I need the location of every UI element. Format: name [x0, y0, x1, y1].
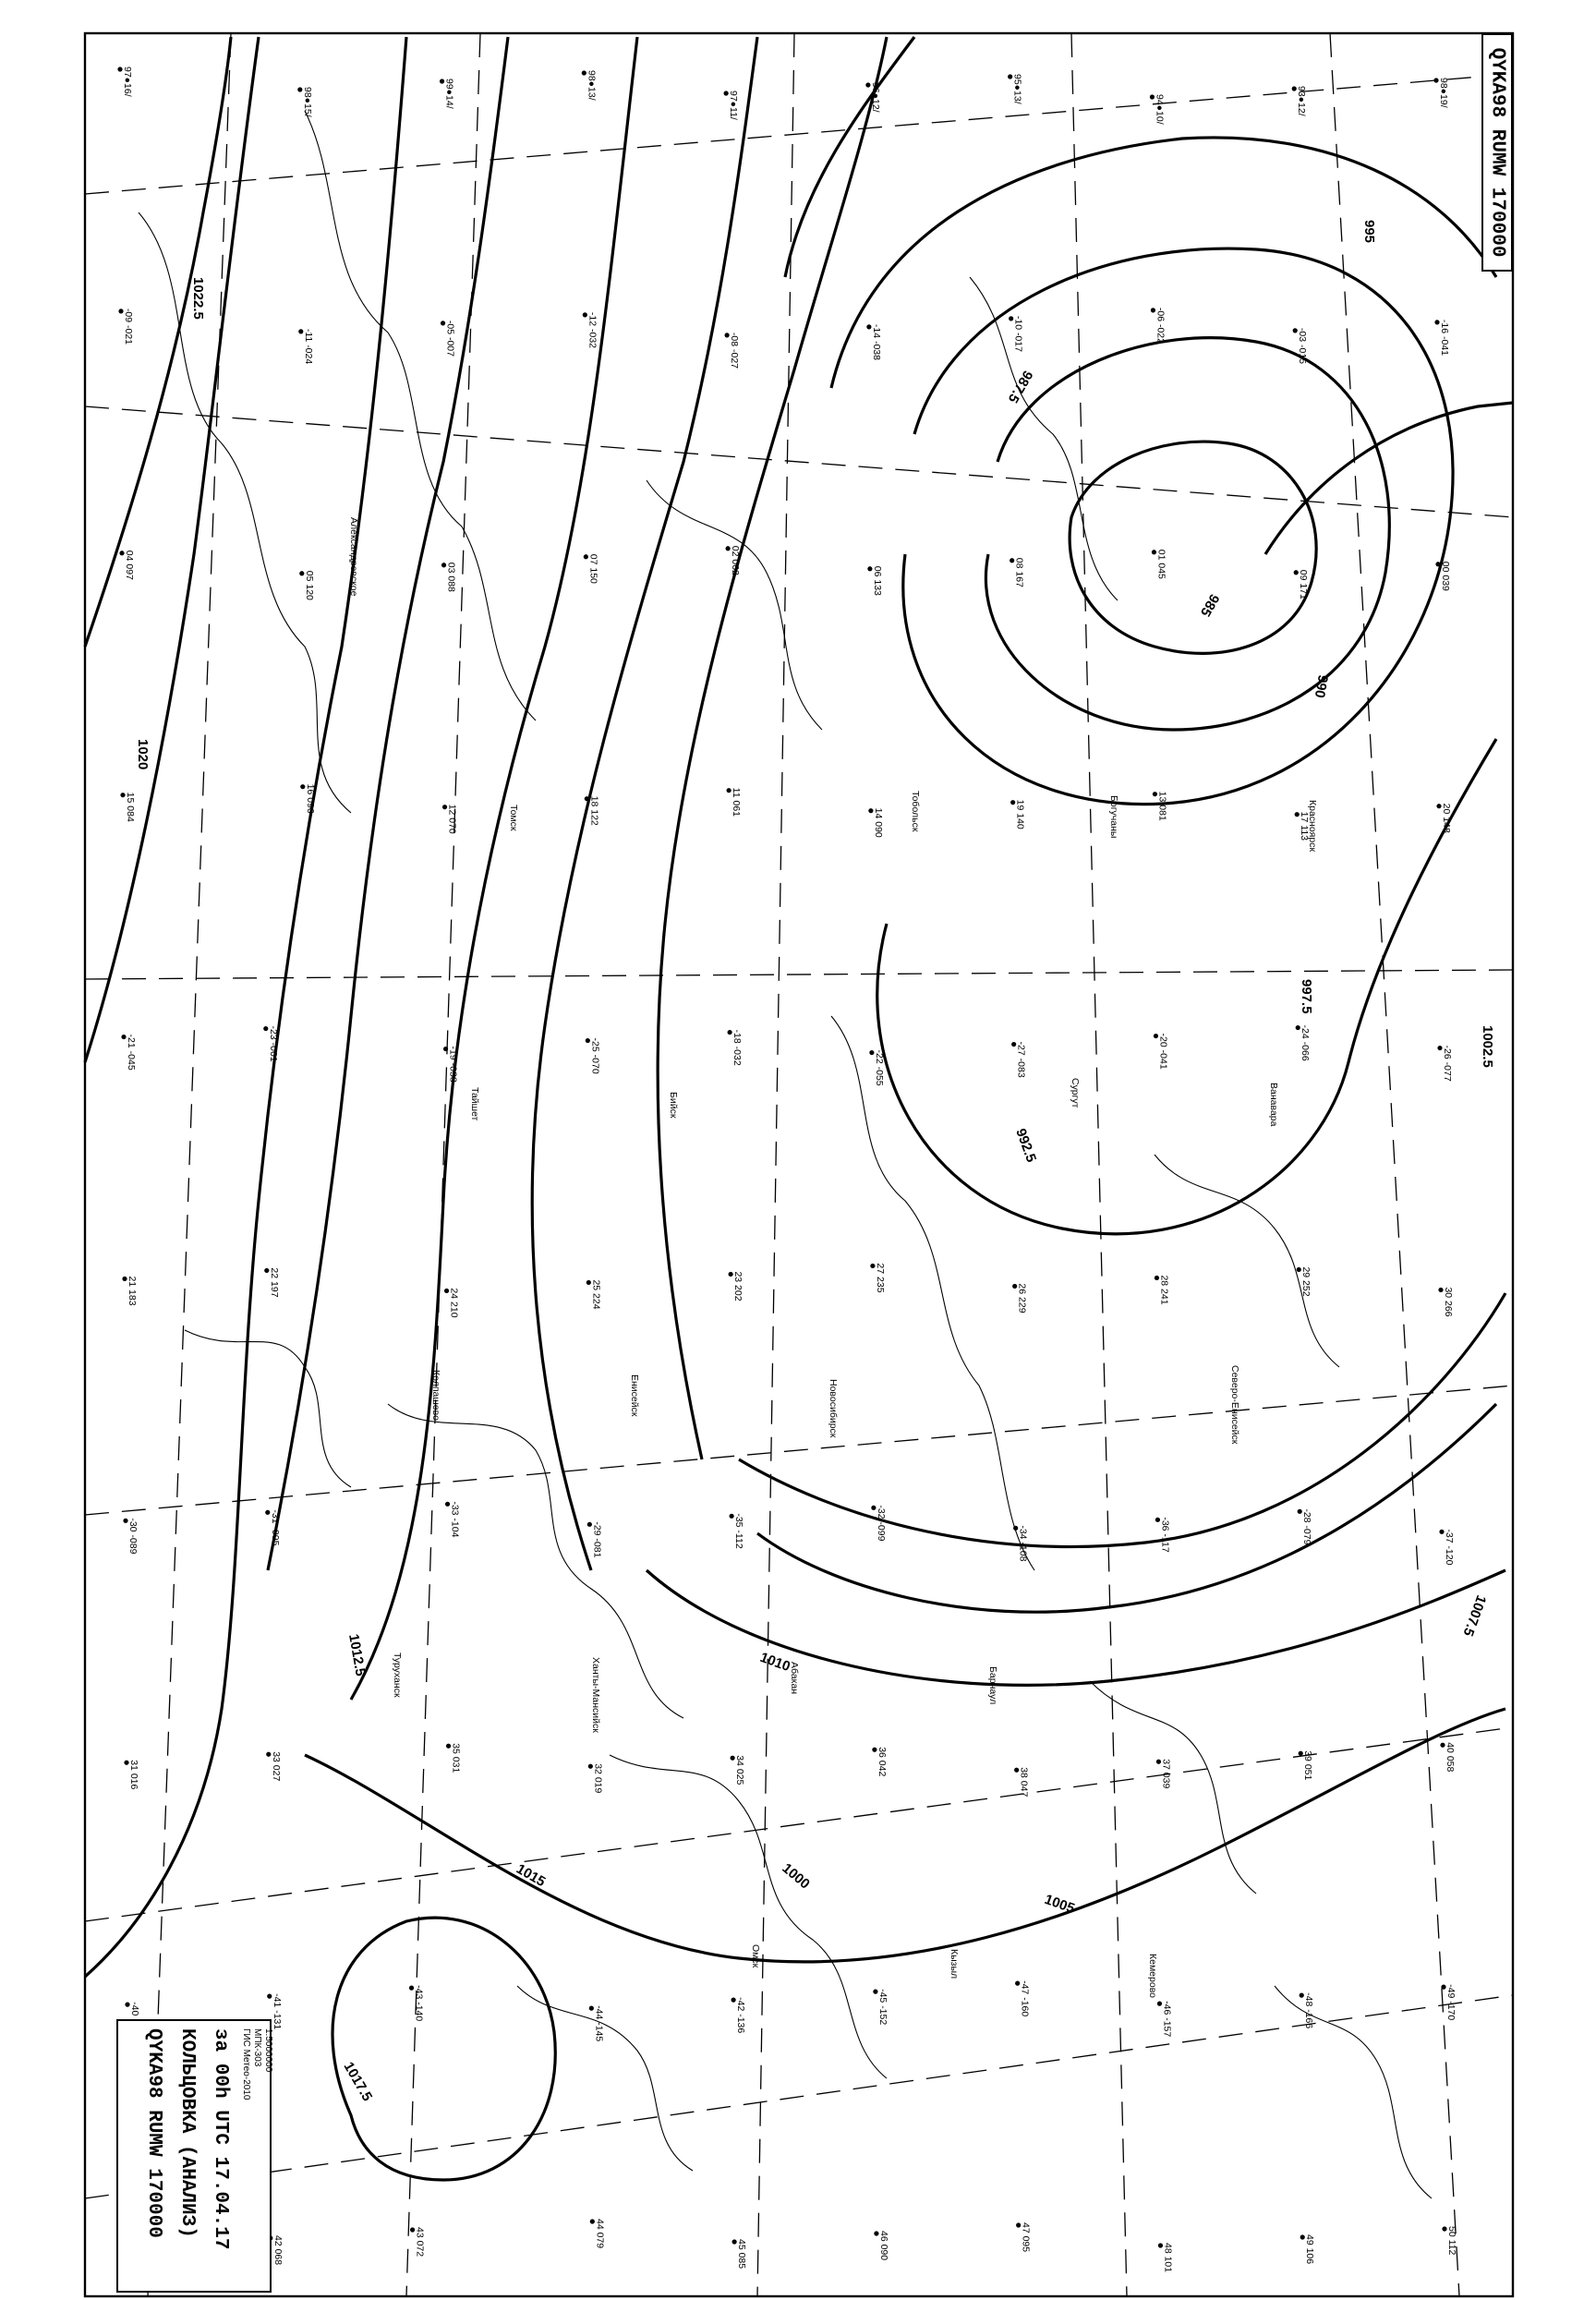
- station-point: [868, 808, 873, 813]
- station-point: [263, 1026, 268, 1031]
- station-label: 31 016: [128, 1760, 139, 1790]
- station-point: [1293, 328, 1298, 333]
- station-point: [299, 571, 304, 575]
- isobar-label: 995: [1361, 220, 1377, 244]
- station-point: [873, 1990, 877, 1994]
- station-label: -23 -061: [267, 1025, 279, 1062]
- station-point: [1295, 812, 1300, 817]
- city-label: Абакан: [789, 1662, 800, 1695]
- station-point: [869, 1050, 874, 1055]
- station-label: 15 084: [125, 792, 136, 822]
- station-point: [1296, 1025, 1300, 1030]
- legend-model: МПК-303: [252, 2028, 262, 2067]
- station-label: 99●14/: [443, 79, 455, 109]
- isobar-label: 1007.5: [1459, 1592, 1490, 1639]
- station-point: [441, 321, 445, 325]
- station-label: 32 019: [592, 1763, 604, 1794]
- station-point: [265, 1510, 270, 1515]
- city-label: Бийск: [668, 1092, 679, 1119]
- graticule: [85, 33, 1513, 2296]
- station-point: [587, 1522, 592, 1527]
- station-label: -27 -083: [1015, 1041, 1027, 1078]
- city-label: Кызыл: [949, 1949, 960, 1979]
- station-label: 17 113: [1299, 811, 1311, 841]
- station-label: 01 045: [1155, 549, 1167, 579]
- station-point: [725, 333, 730, 337]
- station-label: 27 235: [874, 1263, 886, 1293]
- station-point: [1300, 2234, 1305, 2239]
- map-frame: [85, 33, 1513, 2296]
- isobar-1012-5: [351, 37, 637, 1700]
- station-label: -12 -032: [586, 311, 598, 348]
- station-label: 97●11/: [728, 91, 740, 120]
- station-label: -33 -104: [449, 1501, 461, 1538]
- station-label: -35 -112: [733, 1513, 745, 1549]
- city-labels: [348, 517, 1318, 1998]
- station-point: [1010, 558, 1014, 563]
- isobar-label: 985: [1197, 591, 1223, 620]
- station-label: 04 097: [124, 550, 135, 580]
- station-point: [583, 312, 587, 317]
- station-point: [732, 1998, 736, 2003]
- station-label: -44 -145: [593, 2005, 605, 2042]
- station-point: [440, 79, 444, 83]
- station-point: [446, 1744, 451, 1749]
- station-label: 29 252: [1300, 1266, 1312, 1297]
- isobar-label: 987.5: [1004, 368, 1036, 406]
- header-code: QYKA98 RUMW 170000: [1486, 47, 1508, 258]
- station-point: [728, 1030, 732, 1035]
- isobar-992-5: [877, 739, 1496, 1234]
- isobar-995: [903, 248, 1453, 805]
- station-point: [730, 1514, 734, 1519]
- city-label: Барнаул: [987, 1666, 998, 1705]
- station-point: [120, 793, 125, 797]
- station-point: [871, 1506, 876, 1510]
- station-point: [266, 1752, 271, 1757]
- station-label: -26 -077: [1442, 1045, 1453, 1082]
- station-point: [1156, 1760, 1161, 1764]
- station-point: [866, 324, 871, 329]
- isobar-985: [1070, 442, 1316, 653]
- station-label: -45 -152: [877, 1989, 889, 2026]
- station-label: 45 085: [736, 2239, 748, 2270]
- station-label: 22 197: [268, 1267, 280, 1298]
- city-label: Красноярск: [1307, 800, 1318, 853]
- station-label: 06 133: [871, 565, 883, 596]
- station-label: 33 027: [270, 1751, 282, 1782]
- station-point: [1152, 550, 1156, 554]
- station-point: [1013, 1526, 1018, 1531]
- station-label: 07 150: [587, 553, 599, 584]
- station-label: 34 025: [734, 1755, 746, 1786]
- station-label: -47 -160: [1019, 1980, 1031, 2017]
- station-point: [443, 1047, 448, 1051]
- isobar-label: 990: [1311, 673, 1331, 699]
- station-point: [121, 1035, 126, 1039]
- city-label: Тайшет: [469, 1087, 480, 1121]
- isobar-1002-5: [739, 1293, 1505, 1546]
- station-point: [731, 1756, 735, 1761]
- station-point: [1151, 308, 1155, 312]
- station-label: -08 -027: [729, 332, 741, 369]
- isobar-label: 1017.5: [340, 2059, 376, 2104]
- legend-code: QYKA98 RUMW 170000: [143, 2028, 164, 2238]
- station-label: 36 042: [876, 1747, 888, 1777]
- station-point: [298, 329, 303, 333]
- station-point: [125, 2003, 129, 2007]
- station-label: -22 -055: [873, 1049, 885, 1086]
- isobar-990: [985, 338, 1389, 730]
- station-label: 44 079: [594, 2219, 606, 2249]
- station-point: [1012, 1284, 1017, 1289]
- station-label: 50 112: [1446, 2226, 1457, 2256]
- station-point: [874, 2231, 878, 2235]
- station-label: 39 051: [1302, 1750, 1314, 1781]
- isobar-label: 1015: [514, 1860, 549, 1891]
- city-label: Александровское: [348, 517, 359, 597]
- station-point: [1442, 2226, 1446, 2231]
- station-label: 19 140: [1014, 799, 1026, 829]
- station-label: -32 -099: [875, 1505, 887, 1542]
- station-point: [1439, 1530, 1444, 1534]
- legend-scale: 1:5000000: [263, 2028, 273, 2073]
- station-label: 37 039: [1160, 1759, 1172, 1789]
- city-label: Северо-Енисейск: [1229, 1365, 1240, 1445]
- station-point: [589, 2006, 594, 2011]
- city-label: Сургут: [1070, 1078, 1081, 1108]
- station-label: 38 047: [1018, 1767, 1030, 1798]
- station-point: [1157, 2002, 1162, 2006]
- station-label: 23 202: [732, 1271, 744, 1301]
- station-label: 48 101: [1162, 2243, 1174, 2273]
- legend-software: ГИС Метео-2010: [241, 2028, 251, 2100]
- station-label: -14 -038: [870, 323, 882, 360]
- station-point: [1441, 1985, 1445, 1990]
- station-point: [410, 2227, 415, 2232]
- station-point: [1434, 320, 1439, 324]
- station-label: -37 -120: [1444, 1529, 1455, 1566]
- station-point: [117, 67, 122, 71]
- station-point: [590, 2219, 595, 2223]
- station-label: -10 -017: [1012, 315, 1024, 352]
- station-point: [582, 70, 586, 75]
- station-point: [1016, 2222, 1021, 2227]
- station-label: 97●16/: [122, 67, 133, 97]
- station-point: [1435, 562, 1440, 566]
- station-label: -31 -095: [269, 1509, 281, 1546]
- station-label: 35 031: [450, 1743, 462, 1773]
- isobar-label: 1010: [757, 1649, 792, 1676]
- station-point: [267, 1994, 272, 1999]
- station-label: 95●13/: [1011, 74, 1023, 104]
- city-label: Колпашево: [430, 1370, 441, 1421]
- station-label: -20 -041: [1157, 1033, 1169, 1070]
- station-label: 21 183: [127, 1276, 138, 1306]
- isobar-label: 997.5: [1299, 979, 1314, 1014]
- station-label: 18 122: [588, 795, 600, 826]
- station-label: 03 088: [445, 562, 457, 592]
- station-label: 98●15/: [301, 87, 313, 117]
- station-point: [119, 551, 124, 555]
- isobar-label: 1012.5: [345, 1632, 369, 1677]
- station-point: [1008, 74, 1012, 79]
- isobar-1000-a: [785, 37, 914, 277]
- isobar-label: 1002.5: [1480, 1025, 1495, 1068]
- station-point: [724, 91, 729, 95]
- station-label: 08 167: [1013, 557, 1025, 587]
- station-point: [118, 309, 123, 313]
- station-label: -49 -170: [1445, 1984, 1457, 2021]
- station-point: [1292, 86, 1297, 91]
- station-label: 42 068: [272, 2235, 284, 2266]
- station-point: [1011, 1042, 1016, 1047]
- station-label: 24 210: [448, 1288, 460, 1318]
- station-point: [1299, 1751, 1303, 1756]
- station-point: [441, 563, 446, 567]
- station-label: -48 -166: [1303, 1992, 1315, 2029]
- station-label: -11 -024: [302, 328, 314, 365]
- station-point: [445, 1502, 450, 1507]
- isobar-label: 992.5: [1012, 1126, 1040, 1165]
- station-point: [1297, 1267, 1301, 1272]
- station-label: -34 -108: [1017, 1525, 1029, 1562]
- station-label: 43 072: [414, 2227, 426, 2258]
- station-label: 98●19/: [1438, 78, 1449, 108]
- station-plots: [117, 67, 1457, 2273]
- station-point: [1433, 78, 1438, 82]
- station-point: [1015, 1981, 1020, 1986]
- isobar-1010: [532, 37, 757, 1570]
- station-label: -18 -032: [732, 1029, 744, 1066]
- station-point: [442, 805, 447, 809]
- station-label: 26 229: [1016, 1283, 1028, 1313]
- station-point: [588, 1764, 593, 1769]
- legend-date: за 00h UTC 17.04.17: [210, 2028, 231, 2250]
- station-label: -29 -081: [591, 1521, 603, 1558]
- isobar-1005: [658, 37, 887, 1459]
- legend-box: [116, 2019, 272, 2293]
- station-point: [1155, 1518, 1160, 1522]
- station-label: 47 095: [1020, 2222, 1032, 2253]
- station-label: -25 -070: [589, 1037, 601, 1074]
- station-label: -24 -066: [1300, 1024, 1312, 1061]
- station-label: 16 096: [304, 783, 316, 814]
- station-point: [1150, 94, 1155, 99]
- station-label: 09 171: [1298, 569, 1310, 599]
- station-point: [586, 1280, 591, 1285]
- isobar-997-5: [831, 138, 1496, 388]
- station-label: 46 090: [877, 2231, 889, 2261]
- station-label: 13 081: [1156, 791, 1168, 821]
- city-label: Тобольск: [910, 791, 921, 832]
- station-label: 12 070: [446, 804, 458, 834]
- station-label: 98●13/: [586, 70, 598, 101]
- station-point: [1300, 1993, 1304, 1998]
- station-point: [300, 784, 305, 789]
- station-label: 49 106: [1304, 2234, 1316, 2265]
- station-label: -43 -140: [413, 1985, 425, 2022]
- city-label: Омск: [750, 1944, 761, 1968]
- station-point: [585, 796, 589, 801]
- station-label: 40 058: [1445, 1742, 1456, 1773]
- station-label: -19 -038: [447, 1046, 459, 1083]
- station-point: [727, 788, 732, 793]
- city-label: Новосибирск: [828, 1379, 839, 1438]
- station-point: [1155, 1276, 1159, 1280]
- station-point: [1440, 1743, 1445, 1748]
- station-point: [409, 1986, 414, 1991]
- city-label: Ванавара: [1268, 1083, 1279, 1127]
- station-point: [1436, 804, 1441, 808]
- station-label: -36 -117: [1159, 1517, 1171, 1553]
- station-point: [1010, 800, 1015, 805]
- legend-rotated: [116, 2019, 272, 2293]
- station-point: [870, 1264, 875, 1268]
- station-point: [729, 1272, 733, 1277]
- station-label: 00 039: [1440, 561, 1451, 591]
- station-point: [1437, 1046, 1442, 1050]
- isobar-label: 1022.5: [190, 277, 206, 320]
- isobar-1015: [305, 1709, 1505, 1962]
- station-point: [1298, 1509, 1302, 1514]
- city-label: Туруханск: [392, 1652, 403, 1698]
- station-point: [123, 1519, 127, 1523]
- city-label: Кемерово: [1147, 1954, 1158, 1998]
- station-label: -09 -021: [123, 308, 134, 345]
- station-label: 96●12/: [869, 82, 881, 113]
- station-point: [122, 1277, 127, 1281]
- station-label: -06 -022: [1155, 307, 1167, 344]
- header-code-box: [1481, 33, 1513, 272]
- station-label: -03 -015: [1297, 327, 1309, 364]
- station-label: -42 -136: [735, 1997, 747, 2034]
- city-label: Ханты-Мансийск: [590, 1657, 601, 1733]
- isobar-1022-5: [85, 37, 231, 647]
- station-label: -16 -041: [1439, 319, 1450, 356]
- station-point: [872, 1748, 877, 1752]
- station-point: [586, 1038, 590, 1043]
- station-point: [726, 546, 731, 551]
- station-label: 05 120: [303, 570, 315, 600]
- station-point: [1009, 316, 1013, 321]
- station-point: [867, 566, 872, 571]
- legend-title: КОЛЬЦОВКА (АНАЛИЗ): [176, 2028, 198, 2238]
- isobar-1017-5: [332, 1918, 555, 2180]
- station-point: [1438, 1288, 1443, 1292]
- city-label: Богучаны: [1108, 795, 1119, 839]
- isobar-label: 1005: [1042, 1891, 1077, 1918]
- isobar-label: 1000: [779, 1860, 813, 1893]
- station-label: 11 061: [731, 787, 743, 817]
- station-point: [264, 1268, 269, 1273]
- station-label: -30 -089: [127, 1518, 139, 1555]
- station-label: 30 266: [1443, 1287, 1454, 1317]
- city-label: Енисейск: [629, 1374, 640, 1417]
- station-point: [584, 554, 588, 559]
- station-label: 02 062: [730, 545, 742, 575]
- station-point: [124, 1761, 128, 1765]
- isobar-label: 1020: [135, 739, 151, 770]
- isobar-1020: [85, 37, 259, 1062]
- station-label: -41 -131: [271, 1993, 283, 2030]
- station-label: -21 -045: [126, 1034, 137, 1071]
- station-label: -05 -007: [444, 320, 456, 357]
- station-point: [1294, 570, 1299, 575]
- station-label: 93●12/: [1296, 86, 1308, 116]
- station-point: [1154, 1034, 1158, 1038]
- city-label: Томск: [508, 805, 519, 831]
- station-point: [297, 87, 302, 91]
- coastlines: [139, 111, 1432, 2198]
- station-point: [1158, 2243, 1163, 2247]
- station-point: [444, 1289, 449, 1293]
- station-point: [1153, 792, 1157, 796]
- station-point: [732, 2239, 737, 2244]
- station-label: 14 090: [872, 807, 884, 838]
- station-point: [865, 82, 870, 87]
- station-label: -46 -157: [1161, 2001, 1173, 2038]
- station-label: 94●10/: [1154, 94, 1166, 125]
- station-label: -28 -079: [1301, 1508, 1313, 1545]
- station-label: 20 148: [1441, 803, 1452, 833]
- station-label: 28 241: [1158, 1275, 1170, 1305]
- station-label: 25 224: [590, 1279, 602, 1310]
- station-point: [1014, 1768, 1019, 1773]
